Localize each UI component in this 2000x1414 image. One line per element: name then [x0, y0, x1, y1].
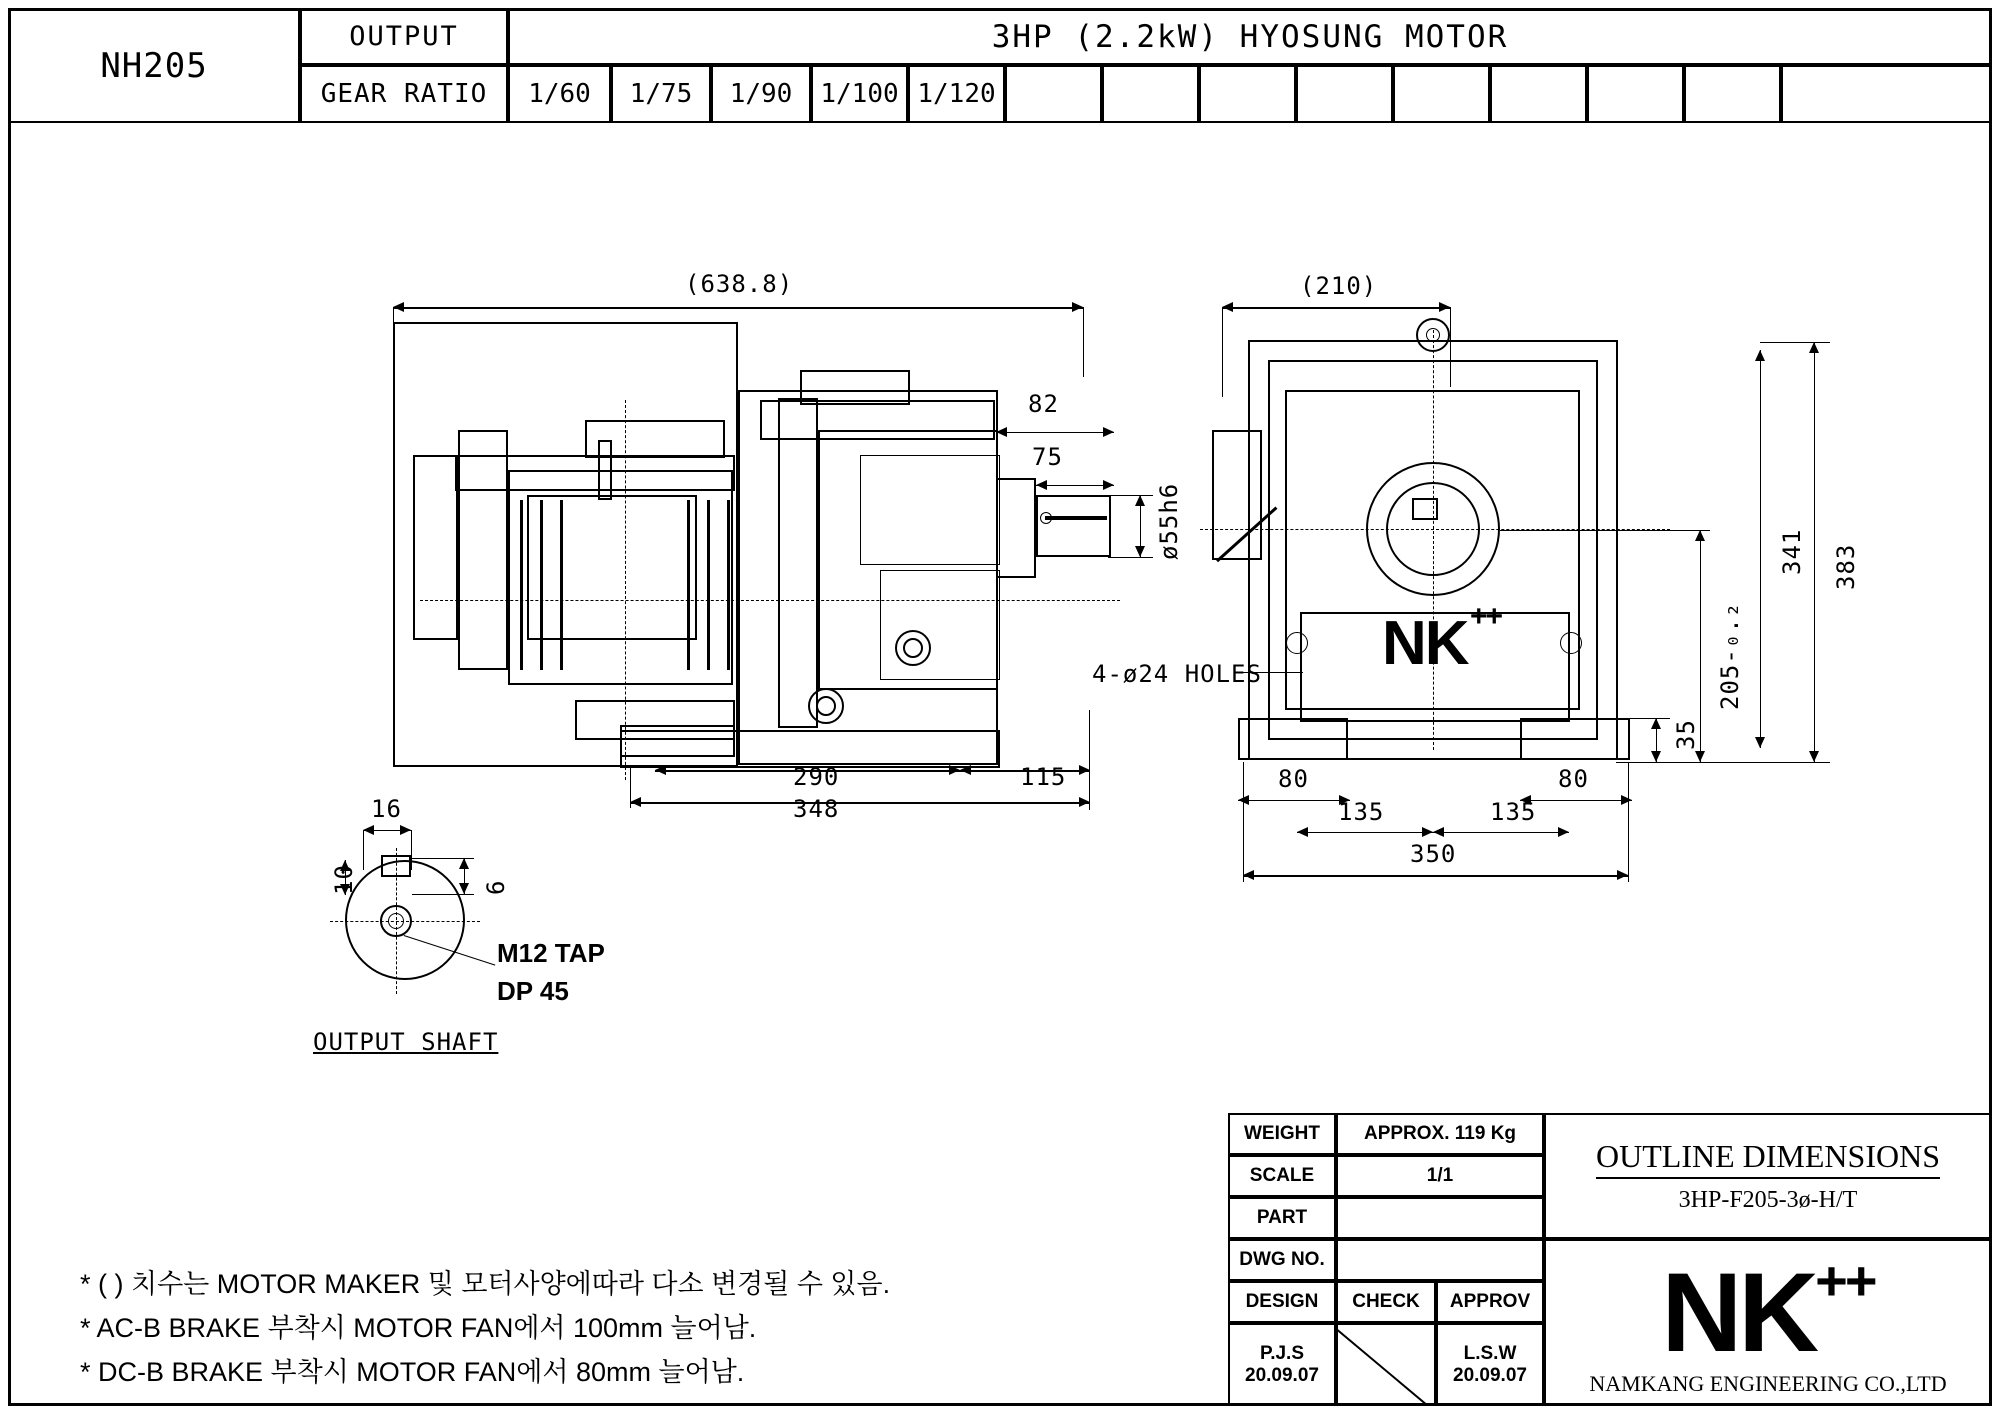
gear-ratio-cell [1199, 65, 1296, 123]
note-holes: 4-ø24 HOLES [1092, 660, 1262, 688]
design-label: DESIGN [1228, 1281, 1336, 1323]
output-label: OUTPUT [300, 8, 508, 65]
dim-115: 115 [1020, 763, 1067, 791]
note-line: * ( ) 치수는 MOTOR MAKER 및 모터사양에따라 다소 변경될 수 있음. [80, 1269, 891, 1299]
note-line: * DC-B BRAKE 부착시 MOTOR FAN에서 80mm 늘어남. [80, 1357, 745, 1387]
gear-ratio-cell [1587, 65, 1684, 123]
check-signature [1336, 1323, 1436, 1406]
label-dp45: DP 45 [497, 976, 569, 1006]
dwg-value [1336, 1239, 1544, 1281]
gear-ratio-cell [1296, 65, 1393, 123]
dim-350: 350 [1410, 840, 1457, 868]
gear-ratio-cell [1005, 65, 1102, 123]
drawing-title: OUTLINE DIMENSIONS [1596, 1138, 1940, 1179]
gear-ratio-label: GEAR RATIO [300, 65, 508, 123]
scale-value: 1/1 [1336, 1155, 1544, 1197]
drawing-subtitle: 3HP-F205-3ø-H/T [1678, 1187, 1858, 1213]
weight-label: WEIGHT [1228, 1113, 1336, 1155]
output-value: 3HP (2.2kW) HYOSUNG MOTOR [508, 8, 1992, 65]
dim-210: (210) [1300, 272, 1378, 300]
approv-signature [1436, 1323, 1544, 1406]
gear-ratio-cell [1490, 65, 1587, 123]
dim-10: 10 [330, 864, 358, 895]
gear-ratio-cell: 1/100 [811, 65, 908, 123]
drawing-title-panel [1544, 1113, 1992, 1239]
title-block [1228, 1113, 1992, 1406]
part-label: PART [1228, 1197, 1336, 1239]
gear-ratio-cell [1393, 65, 1490, 123]
nk-logo-plus-housing: ++ [1470, 600, 1502, 633]
gear-ratio-cell: 1/90 [711, 65, 811, 123]
caption-output-shaft: OUTPUT SHAFT [313, 1028, 499, 1056]
dim-75: 75 [1032, 443, 1063, 471]
gear-ratio-cell [1781, 65, 1992, 123]
header-table [8, 8, 1992, 123]
model-cell: NH205 [8, 8, 300, 123]
label-m12-tap: M12 TAP [497, 938, 605, 968]
gear-ratio-cell: 1/120 [908, 65, 1005, 123]
company-panel [1544, 1239, 1992, 1406]
approv-date: 20.09.07 [1453, 1364, 1527, 1386]
nk-logo-housing: NK [1382, 609, 1468, 678]
dim-348: 348 [793, 795, 840, 823]
dim-6: 6 [482, 879, 510, 895]
dim-80-left: 80 [1278, 765, 1309, 793]
design-signature [1228, 1323, 1336, 1406]
gear-ratio-cell: 1/60 [508, 65, 611, 123]
company-name: NAMKANG ENGINEERING CO.,LTD [1589, 1371, 1947, 1396]
dim-82: 82 [1028, 390, 1059, 418]
scale-label: SCALE [1228, 1155, 1336, 1197]
dim-135-right: 135 [1490, 798, 1537, 826]
dim-overall-length: (638.8) [685, 270, 794, 298]
part-value [1336, 1197, 1544, 1239]
weight-value: APPROX. 119 Kg [1336, 1113, 1544, 1155]
dim-80-right: 80 [1558, 765, 1589, 793]
design-name: P.J.S [1259, 1342, 1305, 1364]
dwg-label: DWG NO. [1228, 1239, 1336, 1281]
dim-205: 205-₀.₂ [1716, 601, 1744, 710]
dim-135-left: 135 [1338, 798, 1385, 826]
gear-ratio-cell [1102, 65, 1199, 123]
note-line: * AC-B BRAKE 부착시 MOTOR FAN에서 100mm 늘어남. [80, 1313, 757, 1343]
dim-35: 35 [1672, 719, 1700, 750]
check-label: CHECK [1336, 1281, 1436, 1323]
dim-shaft-dia: ø55h6 [1155, 482, 1183, 560]
approv-name: L.S.W [1463, 1342, 1517, 1364]
company-logo: NK [1661, 1250, 1816, 1375]
approv-label: APPROV [1436, 1281, 1544, 1323]
company-logo-plus: ++ [1815, 1249, 1875, 1312]
dim-383: 383 [1832, 543, 1860, 590]
dim-290: 290 [793, 763, 840, 791]
gear-ratio-cell: 1/75 [611, 65, 711, 123]
dim-16: 16 [371, 795, 402, 823]
dim-341: 341 [1778, 528, 1806, 575]
design-date: 20.09.07 [1245, 1364, 1319, 1386]
gear-ratio-cell [1684, 65, 1781, 123]
